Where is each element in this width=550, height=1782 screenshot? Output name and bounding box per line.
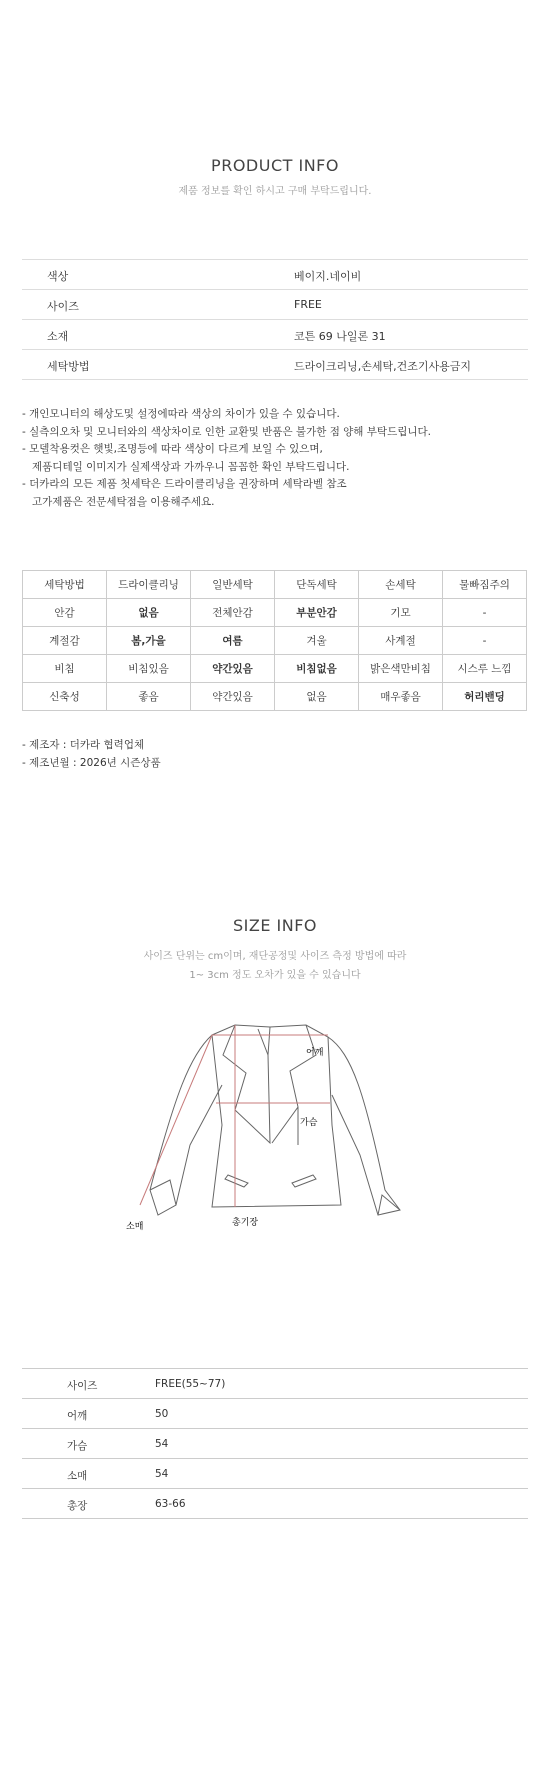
maker-line: - 제조자 : 더카라 협력업체 [22,739,145,751]
size-key: 사이즈 [67,1380,98,1392]
care-cell: 좋음 [107,683,191,711]
size-info-title: SIZE INFO [232,916,317,935]
care-cell: 드라이클리닝 [107,571,191,599]
care-grid-row [23,627,527,655]
care-grid [22,570,527,711]
notice-line: - 모델착용컷은 햇빛,조명등에 따라 색상이 다르게 보일 수 있으며, [22,443,323,455]
size-row [22,1488,528,1519]
size-key: 어깨 [67,1410,88,1422]
info-row-size [22,289,528,319]
product-info-subtitle: 제품 정보를 확인 하시고 구매 부탁드립니다. [178,186,372,197]
care-cell: 안감 [23,599,107,627]
size-info-subtitle [0,947,550,985]
care-cell: - [443,627,527,655]
size-value: 50 [155,1408,169,1420]
info-value: 베이지.네이비 [294,270,362,283]
notice-line: - 개인모니터의 해상도및 설정에따라 색상의 차이가 있을 수 있습니다. [22,408,340,420]
care-grid-row [23,599,527,627]
info-row-washing [22,349,528,380]
care-cell: 신축성 [23,683,107,711]
notice-line: - 더카라의 모든 제품 첫세탁은 드라이클리닝을 권장하며 세탁라벨 참조 [22,478,347,490]
size-row [22,1398,528,1428]
size-value: FREE(55~77) [155,1378,226,1390]
info-value: 드라이크리닝,손세탁,건조기사용금지 [294,360,472,373]
care-cell: 시스루 느낌 [443,655,527,683]
care-cell: 사계절 [359,627,443,655]
care-cell: 약간있음 [191,655,275,683]
size-row [22,1368,528,1398]
care-cell: 부분안감 [275,599,359,627]
info-row-color [22,259,528,289]
care-cell: 허리밴딩 [443,683,527,711]
info-key: 세탁방법 [47,360,90,373]
size-key: 가슴 [67,1440,88,1452]
size-value: 63-66 [155,1498,186,1510]
care-cell: 물빠짐주의 [443,571,527,599]
care-cell: 손세탁 [359,571,443,599]
size-value: 54 [155,1468,169,1480]
jacket-measurement-sketch [120,1015,430,1235]
size-info-subtitle-line: 사이즈 단위는 cm이며, 재단공정및 사이즈 측정 방법에 따라 [143,951,407,962]
size-value: 54 [155,1438,169,1450]
sleeve-label: 소매 [126,1222,144,1232]
care-cell: 밝은색만비침 [359,655,443,683]
length-label: 총기장 [232,1218,259,1228]
info-value: FREE [294,298,322,311]
info-row-material [22,319,528,349]
care-cell: 비침 [23,655,107,683]
care-grid-row [23,655,527,683]
shoulder-label: 어깨 [306,1048,324,1058]
notice-line: 고가제품은 전문세탁점을 이용해주세요. [22,495,215,508]
size-key: 소매 [67,1470,88,1482]
info-key: 색상 [47,270,69,283]
size-key: 총장 [67,1500,88,1512]
product-info-title: PRODUCT INFO [211,156,339,175]
care-grid-row [23,571,527,599]
size-info-subtitle-line: 1~ 3cm 정도 오차가 있을 수 있습니다 [189,970,361,981]
care-cell: 기모 [359,599,443,627]
notice-list [22,406,532,511]
chest-label: 가슴 [300,1118,318,1128]
care-cell: 계절감 [23,627,107,655]
care-cell: 비침있음 [107,655,191,683]
care-cell: 세탁방법 [23,571,107,599]
size-row [22,1458,528,1488]
care-cell: 비침없음 [275,655,359,683]
maker-info [22,737,161,772]
care-cell: 없음 [107,599,191,627]
care-cell: 없음 [275,683,359,711]
care-cell: 일반세탁 [191,571,275,599]
care-cell: 전체안감 [191,599,275,627]
size-table [22,1368,528,1519]
info-key: 사이즈 [47,300,79,313]
info-key: 소재 [47,330,69,343]
care-grid-row [23,683,527,711]
care-cell: 매우좋음 [359,683,443,711]
care-cell: 겨울 [275,627,359,655]
maker-line: - 제조년월 : 2026년 시즌상품 [22,756,161,769]
notice-line: - 실측의오차 및 모니터와의 색상차이로 인한 교환및 반품은 불가한 점 양해 부탁드립니다. [22,425,431,438]
product-info-table [22,259,528,380]
care-cell: - [443,599,527,627]
care-cell: 여름 [191,627,275,655]
notice-line: 제품디테일 이미지가 실제색상과 가까우니 꼼꼼한 확인 부탁드립니다. [22,460,350,473]
info-value: 코튼 69 나일론 31 [294,330,386,343]
care-cell: 봄,가을 [107,627,191,655]
care-cell: 단독세탁 [275,571,359,599]
size-row [22,1428,528,1458]
care-cell: 약간있음 [191,683,275,711]
